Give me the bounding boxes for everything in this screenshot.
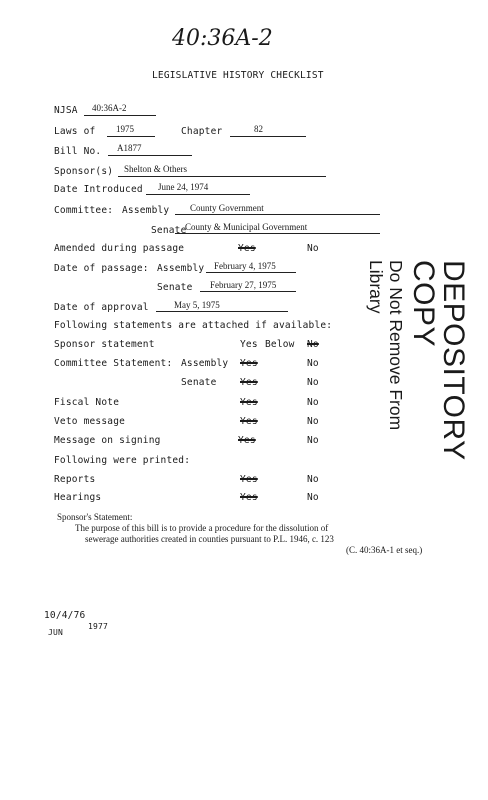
sponsor-statement-no: No [307,339,319,350]
page-heading: LEGISLATIVE HISTORY CHECKLIST [152,70,324,81]
sponsor-statement-yes: Yes [240,339,258,350]
laws-of-value: 1975 [116,124,134,134]
date-introduced-label: Date Introduced [54,184,143,195]
sponsors-statement-line2: sewerage authorities created in counties pursuant to P.L. 1946, c. 123 [85,534,334,544]
message-on-signing-label: Message on signing [54,435,161,446]
committee-assembly-underline [175,214,380,215]
njsa-value: 40:36A-2 [92,103,127,113]
depository-stamp [366,260,468,460]
committee-label: Committee: [54,205,114,216]
passage-assembly-label: Assembly [157,263,205,274]
passage-senate-underline [200,291,296,292]
njsa-underline [84,115,156,116]
veto-message-yes: Yes [240,416,258,427]
amended-no: No [307,243,319,254]
footer-month: JUN [48,628,64,637]
approval-value: May 5, 1975 [174,300,220,310]
reports-label: Reports [54,474,96,485]
committee-statement-label: Committee Statement: [54,358,173,369]
reports-no: No [307,474,319,485]
fiscal-note-label: Fiscal Note [54,397,120,408]
sponsor-statement-below: Below [265,339,295,350]
committee-senate-value: County & Municipal Government [185,222,308,232]
sponsors-statement-line3: (C. 40:36A-1 et seq.) [346,545,423,555]
committee-statement-assembly-no: No [307,358,319,369]
chapter-underline [230,136,306,137]
date-introduced-underline [146,194,250,195]
committee-assembly-value: County Government [190,203,264,213]
fiscal-note-yes: Yes [240,397,258,408]
footer-year: 1977 [88,622,109,631]
passage-assembly-value: February 4, 1975 [214,261,276,271]
committee-statement-assembly: Assembly [181,358,229,369]
approval-underline [156,311,288,312]
chapter-value: 82 [254,124,263,134]
amended-yes: Yes [238,243,256,254]
sponsor-statement-label: Sponsor statement [54,339,155,350]
statements-heading: Following statements are attached if available: [54,320,333,331]
committee-statement-assembly-yes: Yes [240,358,258,369]
chapter-label: Chapter [181,126,223,137]
sponsors-label: Sponsor(s) [54,166,114,177]
footer-date: 10/4/76 [44,610,86,621]
message-on-signing-no: No [307,435,319,446]
laws-of-label: Laws of [54,126,96,137]
passage-senate-label: Senate [157,282,193,293]
committee-senate-underline [175,233,380,234]
veto-message-no: No [307,416,319,427]
stamp-line1: DEPOSITORY COPY [407,260,470,461]
passage-label: Date of passage: [54,263,149,274]
date-introduced-value: June 24, 1974 [158,182,209,192]
amended-label: Amended during passage [54,243,185,254]
committee-statement-senate: Senate [181,377,217,388]
stamp-line2: Do Not Remove From Library [366,260,406,431]
committee-statement-senate-no: No [307,377,319,388]
sponsors-value: Shelton & Others [124,164,187,174]
committee-statement-senate-yes: Yes [240,377,258,388]
hearings-yes: Yes [240,492,258,503]
committee-assembly-label: Assembly [122,205,170,216]
fiscal-note-no: No [307,397,319,408]
veto-message-label: Veto message [54,416,126,427]
bill-no-label: Bill No. [54,146,102,157]
laws-of-underline [107,136,155,137]
printed-heading: Following were printed: [54,455,191,466]
reports-yes: Yes [240,474,258,485]
bill-no-underline [108,155,192,156]
approval-label: Date of approval [54,302,149,313]
sponsors-statement-line1: The purpose of this bill is to provide a procedure for the dissolution of [75,523,329,533]
handwritten-title: 40:36A-2 [172,26,273,51]
hearings-no: No [307,492,319,503]
message-on-signing-yes: Yes [238,435,256,446]
passage-assembly-underline [206,272,296,273]
hearings-label: Hearings [54,492,102,503]
njsa-label: NJSA [54,105,78,116]
bill-no-value: A1877 [117,143,142,153]
sponsors-statement-heading: Sponsor's Statement: [57,512,133,522]
passage-senate-value: February 27, 1975 [210,280,277,290]
sponsors-underline [118,176,326,177]
committee-senate-label: Senate [151,225,187,236]
